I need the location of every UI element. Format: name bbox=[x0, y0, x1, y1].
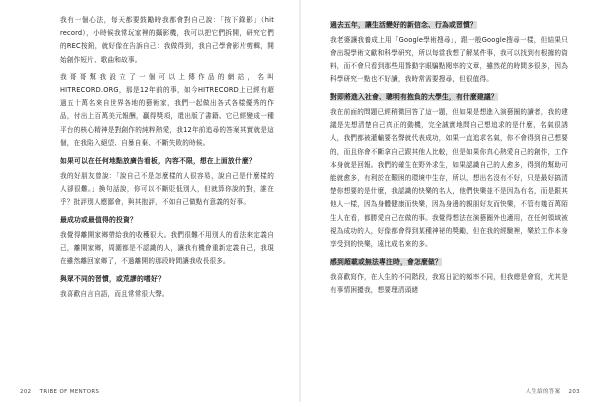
right-page bbox=[300, 0, 600, 402]
right-footer bbox=[526, 387, 586, 395]
highlighted-question: 感到超載或無法專注時，會怎麼做？ bbox=[330, 258, 442, 267]
paragraph: 我的好朋友曾說：「說自己不是怎麼樣的人很容易，說自己是什麼樣的人卻很難。」換句話說，你可以不斷貶低別人，但就算你說的對，誰在乎？批評別人應鄙會，與其抱評，不如自己做點有意義的好事。 bbox=[60, 171, 274, 207]
page-number: 203 bbox=[568, 389, 580, 395]
running-title: 人生給的答案 bbox=[525, 389, 561, 395]
question-heading bbox=[330, 19, 568, 32]
left-footer bbox=[14, 389, 99, 395]
highlighted-question: 過去五年，讓生活變好的新信念、行為或習慣？ bbox=[330, 21, 477, 29]
question-heading: 最成功或最值得的投資？ bbox=[60, 216, 137, 225]
paragraph: 我老婆讓我養成上用「Google學術搜尋」，跟一般Google搜尋一樣，但結果只會出現學術文獻和科學研究，所以每當我想了解某件事，我可以找到有根據的資料，而不會只看到那些用聳動字眼騙點閱率的文章，雖然花的時間多很多，因為科學研究一點也不好讀，我時常需要搜尋，但很值得。 bbox=[330, 35, 568, 84]
paragraph: 我喜歡寫作，在人生的不同階段，我寫日記的頻率不同，但我總是會寫，尤其是有事情困擾我，想要理清頭緒 bbox=[330, 272, 568, 295]
paragraph: 我喜歡自言自語，而且常常很大聲。 bbox=[60, 290, 169, 299]
question-heading: 與眾不同的習慣，或荒謬的嗜好？ bbox=[60, 275, 165, 284]
running-title: TRIBE OF MENTORS bbox=[39, 389, 100, 395]
paragraph: 我在前面的問題已經稍微回答了這一題，但如果是想進入演藝圈的讀者，我的建議是先想清楚自己真正的動機，完全誠實地問自己想追求的是什麼，名氣很誘人，我們都被灌輸要名聲就代表成功，如果一直追求名氣，你不會得到自己想要的，而且你會不斷拿自己跟其他人比較，但是如果你真心熱愛自己的創作，工作本身就是回報。我們的確生在野外求生，如果認識自己的人愈多，得到的幫助可能就愈多，有利於在艱困的環境中生存，所以，想出名沒有不好，只是最好搞清楚你想要的是什麼，我認識的快樂的名人，他們快樂並不是因為有名，而是跟其他人一樣，因為身體健康而快樂，因為身邊的親朋好友而快樂，不管有幾百萬陌生人在看，都勝愛自己在做的事。我覺得想法在演藝圈外也適用，在任何領域被視為成功的人，好像都會得到某種神祕的獎勵，但在我的經驗裡，樂於工作本身享受到的快樂，遠比成名來的多。 bbox=[330, 108, 568, 249]
paragraph: 我哥哥幫我設立了一個可以上傳作品的網站，名叫HITRECORD.ORG，那是12年前的事，如今HITRECORD上已經有超過五十萬名來自世界各地的藝術家，我們一起做出各式各樣優秀的作品，付出上百萬美元報酬，贏得獎項，還出版了書籍。它已經變成一種平台的核心精神是對創作的純粹熱愛，我12年前追尋的答案其實就是這個，在我陷入絕望、自暴自棄、不斷失敗的時候。 bbox=[60, 72, 274, 147]
paragraph: 我覺得離開家鄉帶給我的收穫很大。我們很難不用別人的看法來定義自己，離開家鄉，周圍都是不認識的人，讓我有機會重新定義自己，我現在雖然離回家鄉了，不過離開的那段時間讓我收長很多。 bbox=[60, 230, 274, 266]
right-page-body bbox=[330, 19, 568, 297]
question-heading bbox=[330, 256, 568, 269]
left-page-body bbox=[60, 14, 274, 301]
paragraph: 我有一個心法，每天都要鼓勵時我都會對自己說：「按下錄影」（hit record），小時候我常玩家裡的攝影機，我可以把它們拆開，研究它們的REC按鈕，就好像在告訴自己：我做得到，我自己學會影片剪輯，開始創作短片、歌曲和故事。 bbox=[60, 16, 274, 64]
question-heading bbox=[330, 91, 568, 104]
page-number: 202 bbox=[20, 389, 32, 395]
highlighted-question: 對即將進入社會、聰明有抱負的大學生，有什麼建議？ bbox=[330, 93, 498, 102]
question-heading: 如果可以在任何地點放廣告看板，內容不限，想在上面放什麼？ bbox=[60, 157, 256, 166]
